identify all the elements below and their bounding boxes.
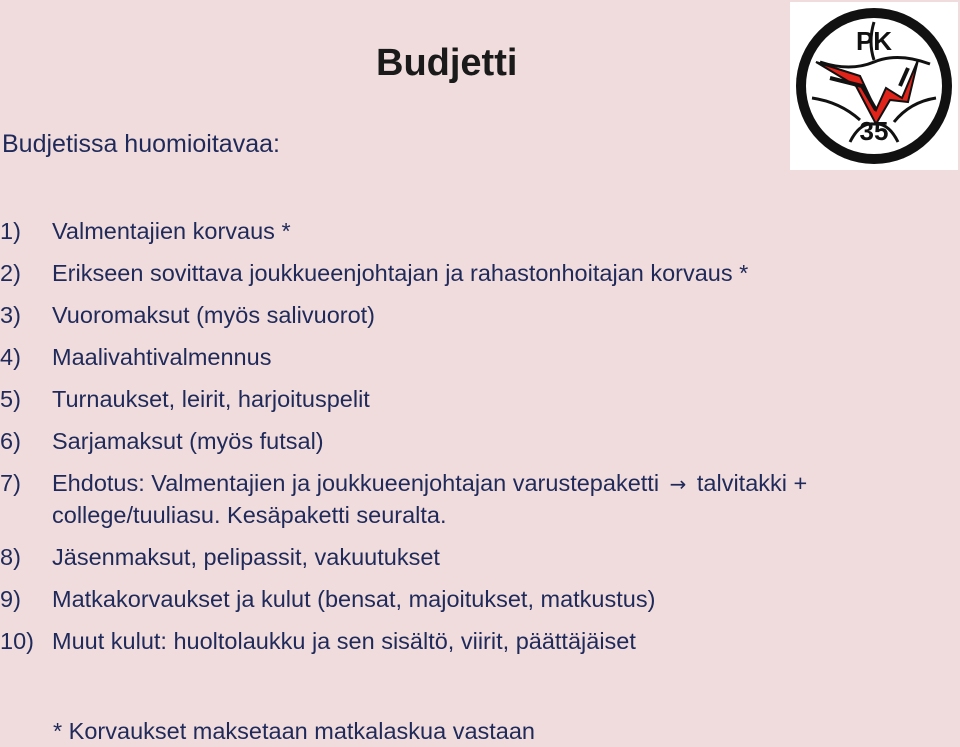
pk35-logo <box>790 2 958 170</box>
list-item <box>0 584 958 615</box>
arrow-right-icon: → <box>669 472 687 496</box>
list-item-text <box>52 468 958 531</box>
list-item-number: 2) <box>0 260 21 286</box>
list-item <box>0 216 958 247</box>
list-item-text: Erikseen sovittava joukkueenjohtajan ja rahastonhoitajan korvaus * <box>52 260 749 286</box>
list-item-number: 9) <box>0 586 21 612</box>
list-item <box>0 542 958 573</box>
list-item-number: 3) <box>0 302 21 328</box>
list-item-text: Turnaukset, leirit, harjoituspelit <box>52 386 370 412</box>
list-item-number: 1) <box>0 218 21 244</box>
list-item-text: Muut kulut: huoltolaukku ja sen sisältö, viirit, päättäjäiset <box>52 628 636 654</box>
list-item-text-part: talvitakki + college/tuuliasu. Kesäpaketti seuralta. <box>52 470 808 528</box>
footnote: * Korvaukset maksetaan matkalaskua vastaan <box>53 718 536 744</box>
list-item-number: 5) <box>0 386 21 412</box>
list-item-number: 8) <box>0 544 21 570</box>
list-item-number: 6) <box>0 428 21 454</box>
list-item-number: 10) <box>0 628 34 654</box>
list-item-text: Jäsenmaksut, pelipassit, vakuutukset <box>52 544 440 570</box>
slide-subtitle: Budjetissa huomioitavaa: <box>2 130 280 158</box>
list-item <box>0 342 958 373</box>
list-item-text: Valmentajien korvaus * <box>52 218 291 244</box>
list-item-text: Vuoromaksut (myös salivuorot) <box>52 302 376 328</box>
slide-title: Budjetti <box>376 42 518 84</box>
list-item-number: 7) <box>0 470 21 496</box>
list-item <box>0 626 958 657</box>
list-item-number: 4) <box>0 344 21 370</box>
list-item-text: Matkakorvaukset ja kulut (bensat, majoitukset, matkustus) <box>52 586 656 612</box>
list-item <box>0 426 958 457</box>
list-item <box>0 468 958 531</box>
list-item <box>0 384 958 415</box>
list-item <box>0 258 958 289</box>
logo-text-pk: PK <box>855 26 893 56</box>
list-item-text-part: Ehdotus: Valmentajien ja joukkueenjohtajan varustepaketti <box>52 470 660 496</box>
logo-text-35: 35 <box>859 116 889 146</box>
list-item-text: Maalivahtivalmennus <box>52 344 272 370</box>
list-item <box>0 300 958 331</box>
budget-items-list <box>0 216 958 668</box>
list-item-text: Sarjamaksut (myös futsal) <box>52 428 324 454</box>
